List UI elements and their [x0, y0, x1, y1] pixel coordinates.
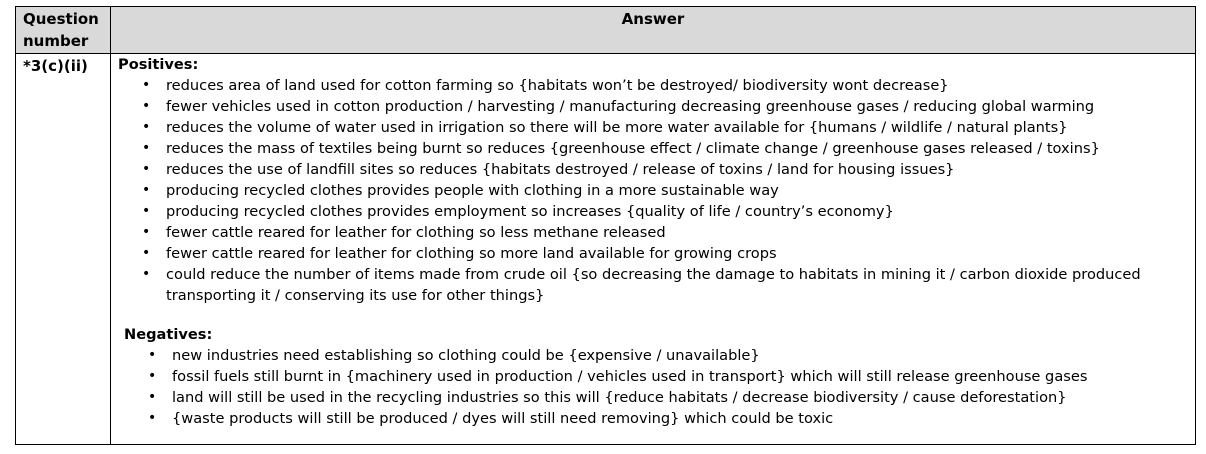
bullet-icon: •	[142, 266, 151, 282]
negative-item-text: {waste products will still be produced / dyes will still need removing} which could be toxic	[172, 410, 834, 427]
positive-item-text: reduces area of land used for cotton farming so {habitats won’t be destroyed/ biodiversity wont decrease}	[166, 77, 949, 94]
negatives-title: Negatives:	[124, 326, 213, 343]
answer-cell	[111, 54, 1196, 445]
bullet-icon: •	[142, 119, 151, 135]
bullet-icon: •	[148, 410, 157, 426]
positive-item	[111, 117, 1195, 138]
positive-item-text: fewer cattle reared for leather for clothing so less methane released	[166, 224, 666, 241]
answer-row	[16, 54, 1196, 445]
negative-item-text: fossil fuels still burnt in {machinery used in production / vehicles used in transport} which will still release greenhouse gases	[172, 368, 1088, 385]
positive-item-text: reduces the mass of textiles being burnt so reduces {greenhouse effect / climate change / greenhouse gases released / toxins}	[166, 140, 1100, 157]
bullet-icon: •	[148, 347, 157, 363]
positive-item	[111, 138, 1195, 159]
positive-item-text: producing recycled clothes provides employment so increases {quality of life / country’s economy}	[166, 203, 894, 220]
positive-item	[111, 222, 1195, 243]
positive-item-text: reduces the volume of water used in irrigation so there will be more water available for {humans / wildlife / natural plants}	[166, 119, 1068, 136]
bullet-icon: •	[148, 389, 157, 405]
positive-item-text: reduces the use of landfill sites so reduces {habitats destroyed / release of toxins / land for housing issues}	[166, 161, 955, 178]
negatives-list	[111, 345, 1195, 429]
positive-item-text: producing recycled clothes provides people with clothing in a more sustainable way	[166, 182, 779, 199]
bullet-icon: •	[142, 203, 151, 219]
positive-item-text: fewer cattle reared for leather for clothing so more land available for growing crops	[166, 245, 777, 262]
positive-item-text: fewer vehicles used in cotton production / harvesting / manufacturing decreasing greenhouse gases / reducing global warming	[166, 98, 1095, 115]
negative-item-text: land will still be used in the recycling industries so this will {reduce habitats / decrease biodiversity / cause deforestation}	[172, 389, 1067, 406]
mark-scheme-table	[15, 6, 1196, 445]
question-number-header: Question number	[16, 7, 111, 54]
positive-item-text: could reduce the number of items made from crude oil {so decreasing the damage to habitats in mining it / carbon dioxide produced transporting it / conserving its use for other things}	[166, 266, 1141, 304]
positives-title: Positives:	[118, 56, 199, 73]
bullet-icon: •	[148, 368, 157, 384]
bullet-icon: •	[142, 182, 151, 198]
positive-item	[111, 201, 1195, 222]
negative-item	[111, 345, 1195, 366]
bullet-icon: •	[142, 140, 151, 156]
bullet-icon: •	[142, 161, 151, 177]
header-row	[16, 7, 1196, 54]
answer-header: Answer	[111, 7, 1196, 54]
bullet-icon: •	[142, 77, 151, 93]
negative-item	[111, 387, 1195, 408]
bullet-icon: •	[142, 245, 151, 261]
negative-item-text: new industries need establishing so clothing could be {expensive / unavailable}	[172, 347, 760, 364]
negative-item	[111, 408, 1195, 429]
positive-item	[111, 243, 1195, 264]
positive-item	[111, 180, 1195, 201]
bullet-icon: •	[142, 98, 151, 114]
positive-item	[111, 75, 1195, 96]
positives-list	[111, 75, 1195, 306]
positive-item	[111, 159, 1195, 180]
positive-item	[111, 96, 1195, 117]
negative-item	[111, 366, 1195, 387]
question-number: *3(c)(ii)	[16, 54, 111, 445]
bullet-icon: •	[142, 224, 151, 240]
positive-item	[111, 264, 1195, 306]
